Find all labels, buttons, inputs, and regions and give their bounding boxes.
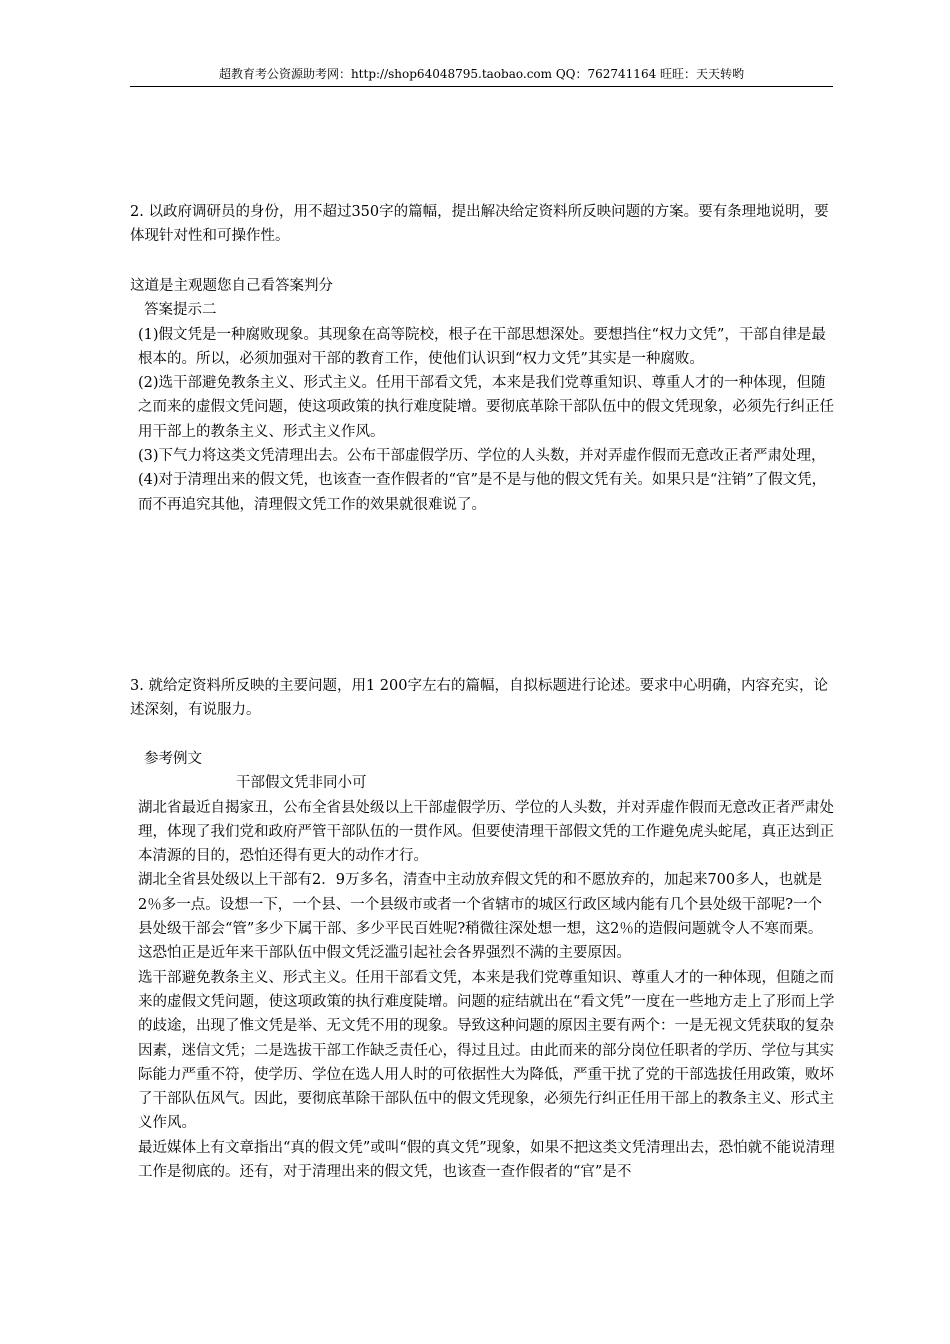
essay-title: 干部假文凭非同小可 (236, 775, 367, 792)
essay-paragraph: 湖北全省县处级以上干部有2．9万多名，清查中主动放弃假文凭的和不愿放弃的，加起来700多人，也就是2％多一点。设想一下，一个县、一个县级市或者一个省辖市的城区行政区域内能有几个县处级干部呢?一个县处级干部会“管”多少下属干部、多少平民百姓呢?稍微往深处想一想，这2％的造假问题就令人不寒而栗。这恐怕正是近年来干部队伍中假文凭泛滥引起社会各界强烈不满的主要原因。 (138, 872, 823, 962)
essay (130, 747, 835, 1184)
answer-note: 这道是主观题您自己看答案判分 (130, 278, 333, 294)
page-header (130, 62, 833, 87)
question-2 (130, 200, 835, 249)
answer-point: (1)假文凭是一种腐败现象。其现象在高等院校，根子在干部思想深处。要想挡住“权力文凭”，干部自律是最根本的。所以，必须加强对干部的教育工作，使他们认识到“权力文凭”其实是一种腐败。 (138, 326, 826, 367)
answer-point: (4)对于清理出来的假文凭，也该查一查作假者的“官”是不是与他的假文凭有关。如果只是“注销”了假文凭，而不再追究其他，清理假文凭工作的效果就很难说了。 (138, 472, 827, 513)
answer-point: (3)下气力将这类文凭清理出去。公布干部虚假学历、学位的人头数，并对弄虚作假而无意改正者严肃处理， (138, 448, 826, 465)
header-text: 超教育考公资源助考网：http://shop64048795.taobao.com QQ：762741164 旺旺：天天转哟 (218, 67, 745, 81)
question-2-text: 2. 以政府调研员的身份，用不超过350字的篇幅，提出解决给定资料所反映问题的方案。要有条理地说明，要体现针对性和可操作性。 (130, 204, 829, 245)
answer-point: (2)选干部避免教条主义、形式主义。任用干部看文凭，本来是我们党尊重知识、尊重人才的一种体现，但随之而来的虚假文凭问题，使这项政策的执行难度陡增。要彻底革除干部队伍中的假文凭现象，必须先行纠正任用干部上的教条主义、形式主义作风。 (138, 375, 834, 440)
question-3 (130, 674, 835, 723)
question-3-text: 3. 就给定资料所反映的主要问题，用1 200字左右的篇幅，自拟标题进行论述。要求中心明确，内容充实，论述深刻，有说服力。 (130, 678, 828, 719)
essay-paragraph: 湖北省最近自揭家丑，公布全省县处级以上干部虚假学历、学位的人头数，并对弄虚作假而无意改正者严肃处理，体现了我们党和政府严管干部队伍的一贯作风。但要使清理干部假文凭的工作避免虎头蛇尾，真正达到正本清源的目的，恐怕还得有更大的动作才行。 (138, 799, 834, 865)
essay-paragraph: 选干部避免教条主义、形式主义。任用干部看文凭，本来是我们党尊重知识、尊重人才的一种体现，但随之而来的虚假文凭问题，使这项政策的执行难度陡增。问题的症结就出在“看文凭”一度在一些地方走上了形而上学的歧途，出现了惟文凭是举、无文凭不用的现象。导致这种问题的原因主要有两个：一是无视文凭获取的复杂因素，迷信文凭；二是选拔干部工作缺乏责任心，得过且过。由此而来的部分岗位任职者的学历、学位与其实际能力严重不符，使学历、学位在选人用人时的可依据性大为降低，严重干扰了党的干部选拔任用政策，败坏了干部队伍风气。因此，要彻底革除干部队伍中的假文凭现象，必须先行纠正任用干部上的教条主义、形式主义作风。 (138, 969, 835, 1132)
answer-2 (130, 274, 835, 517)
answer-hint-title: 答案提示二 (144, 302, 217, 319)
essay-ref-label: 参考例文 (144, 751, 202, 767)
essay-paragraph: 最近媒体上有文章指出“真的假文凭”或叫“假的真文凭”现象，如果不把这类文凭清理出去，恐怕就不能说清理工作是彻底的。还有，对于清理出来的假文凭，也该查一查作假者的“官”是不 (138, 1139, 835, 1181)
